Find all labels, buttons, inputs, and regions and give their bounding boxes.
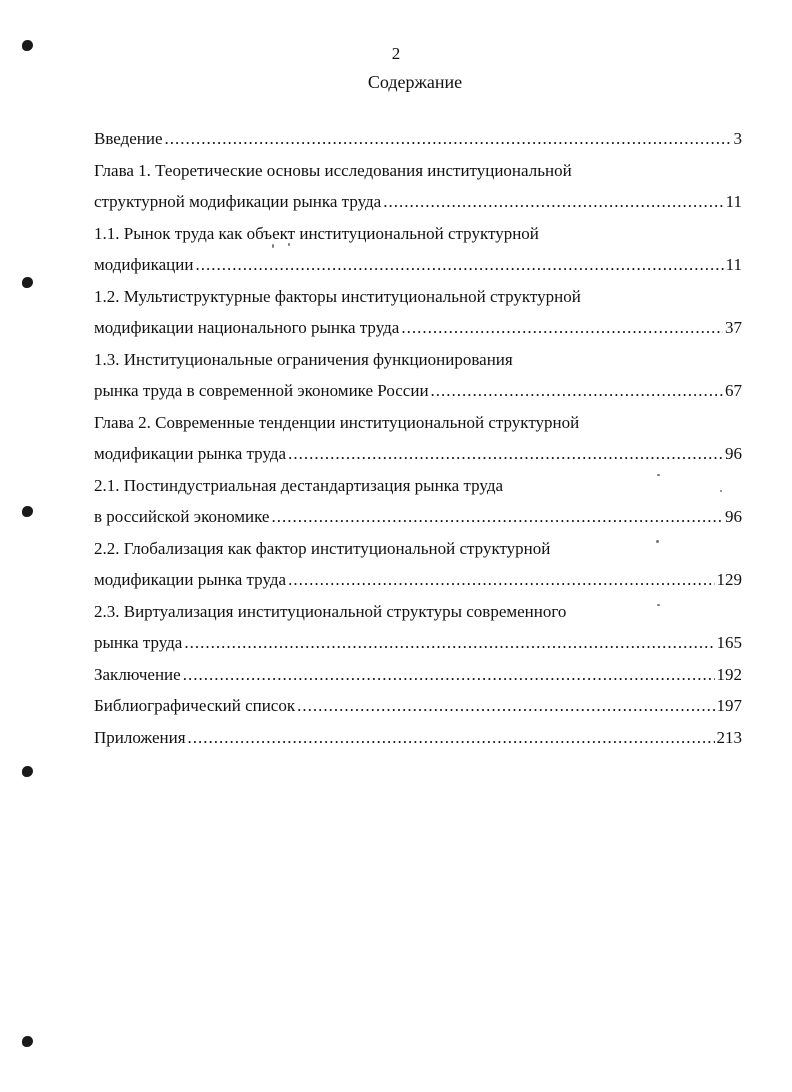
page-number: 2 — [391, 44, 401, 63]
toc-entry-page: 213 — [716, 727, 742, 747]
dot-leader — [183, 659, 715, 691]
toc-entry-title: 2.2. Глобализация как фактор институциональной структурной — [94, 538, 551, 558]
toc-entry-title: структурной модификации рынка труда — [94, 192, 382, 211]
toc-entry-section-1-3-line-1 — [94, 344, 742, 376]
dot-leader — [297, 690, 714, 722]
scan-speck — [272, 244, 274, 248]
scan-speck — [288, 243, 290, 246]
toc-entry-section-1-2-line-1 — [94, 281, 742, 313]
scan-speck — [657, 604, 660, 606]
dot-leader — [401, 312, 723, 344]
toc-title: Содержание — [367, 72, 463, 92]
toc-entry-title: модификации — [94, 255, 194, 274]
toc-entry-page: 37 — [725, 318, 742, 337]
toc-entry-chapter-1-line-1 — [94, 155, 742, 187]
toc-entry-section-2-3-line-1 — [94, 596, 742, 628]
toc-entry-page: 129 — [716, 570, 742, 589]
toc-entry-title: рынка труда — [94, 633, 183, 652]
dot-leader — [288, 438, 723, 470]
dot-leader — [383, 186, 723, 218]
toc-entry-page: 11 — [725, 255, 742, 274]
toc-entry-section-1-1-line-1 — [94, 218, 742, 250]
dot-leader — [184, 627, 714, 659]
dot-leader — [165, 123, 732, 155]
toc-entry-conclusion — [94, 659, 742, 691]
toc-entry-page: 96 — [725, 507, 742, 526]
toc-entry-title: Приложения — [94, 727, 186, 747]
toc-entry-page: 3 — [733, 129, 742, 148]
scan-speck — [720, 490, 722, 492]
table-of-contents — [94, 123, 742, 753]
toc-entry-section-2-3-line-2 — [94, 627, 742, 659]
toc-entry-title: в российской экономике — [94, 507, 270, 526]
scan-speck — [657, 474, 660, 476]
toc-entry-section-1-2-line-2 — [94, 312, 742, 344]
punch-hole-mark — [22, 766, 33, 777]
toc-entry-page: 197 — [716, 696, 742, 715]
toc-entry-page: 11 — [725, 192, 742, 211]
toc-entry-page: 192 — [716, 664, 742, 684]
toc-entry-section-1-3-line-2 — [94, 375, 742, 407]
dot-leader — [288, 564, 714, 596]
toc-entry-chapter-2-line-2 — [94, 438, 742, 470]
toc-entry-title: модификации рынка труда — [94, 444, 287, 463]
toc-entry-bibliography — [94, 690, 742, 722]
toc-entry-title: рынка труда в современной экономике России — [94, 381, 429, 400]
toc-entry-title: Библиографический список — [94, 696, 296, 715]
toc-entry-title: 1.3. Институциональные ограничения функционирования — [94, 349, 513, 369]
punch-hole-mark — [22, 506, 33, 517]
toc-entry-title: 1.1. Рынок труда как объект институциональной структурной — [94, 223, 539, 243]
toc-entry-section-2-1-line-1 — [94, 470, 742, 502]
toc-entry-title: Глава 1. Теоретические основы исследования институциональной — [94, 160, 572, 180]
toc-entry-section-2-2-line-1 — [94, 533, 742, 565]
toc-entry-section-2-2-line-2 — [94, 564, 742, 596]
toc-entry-appendices — [94, 722, 742, 754]
toc-entry-title: модификации национального рынка труда — [94, 318, 400, 337]
dot-leader — [431, 375, 723, 407]
toc-entry-title: 2.3. Виртуализация институциональной структуры современного — [94, 601, 567, 621]
toc-entry-page: 67 — [725, 381, 742, 400]
toc-entry-page: 165 — [716, 633, 742, 652]
toc-entry-title: 2.1. Постиндустриальная дестандартизация рынка труда — [94, 475, 504, 495]
toc-entry-title: Введение — [94, 129, 163, 148]
punch-hole-mark — [22, 1036, 33, 1047]
toc-entry-section-2-1-line-2 — [94, 501, 742, 533]
scan-speck — [656, 540, 659, 543]
toc-entry-introduction — [94, 123, 742, 155]
dot-leader — [188, 722, 715, 754]
toc-entry-title: Заключение — [94, 664, 181, 684]
punch-hole-mark — [22, 277, 33, 288]
dot-leader — [195, 249, 723, 281]
toc-entry-chapter-1-line-2 — [94, 186, 742, 218]
toc-entry-title: модификации рынка труда — [94, 570, 287, 589]
dot-leader — [271, 501, 723, 533]
toc-entry-title: Глава 2. Современные тенденции институциональной структурной — [94, 412, 580, 432]
toc-entry-section-1-1-line-2 — [94, 249, 742, 281]
toc-entry-chapter-2-line-1 — [94, 407, 742, 439]
toc-entry-page: 96 — [725, 444, 742, 463]
toc-entry-title: 1.2. Мультиструктурные факторы институциональной структурной — [94, 286, 581, 306]
